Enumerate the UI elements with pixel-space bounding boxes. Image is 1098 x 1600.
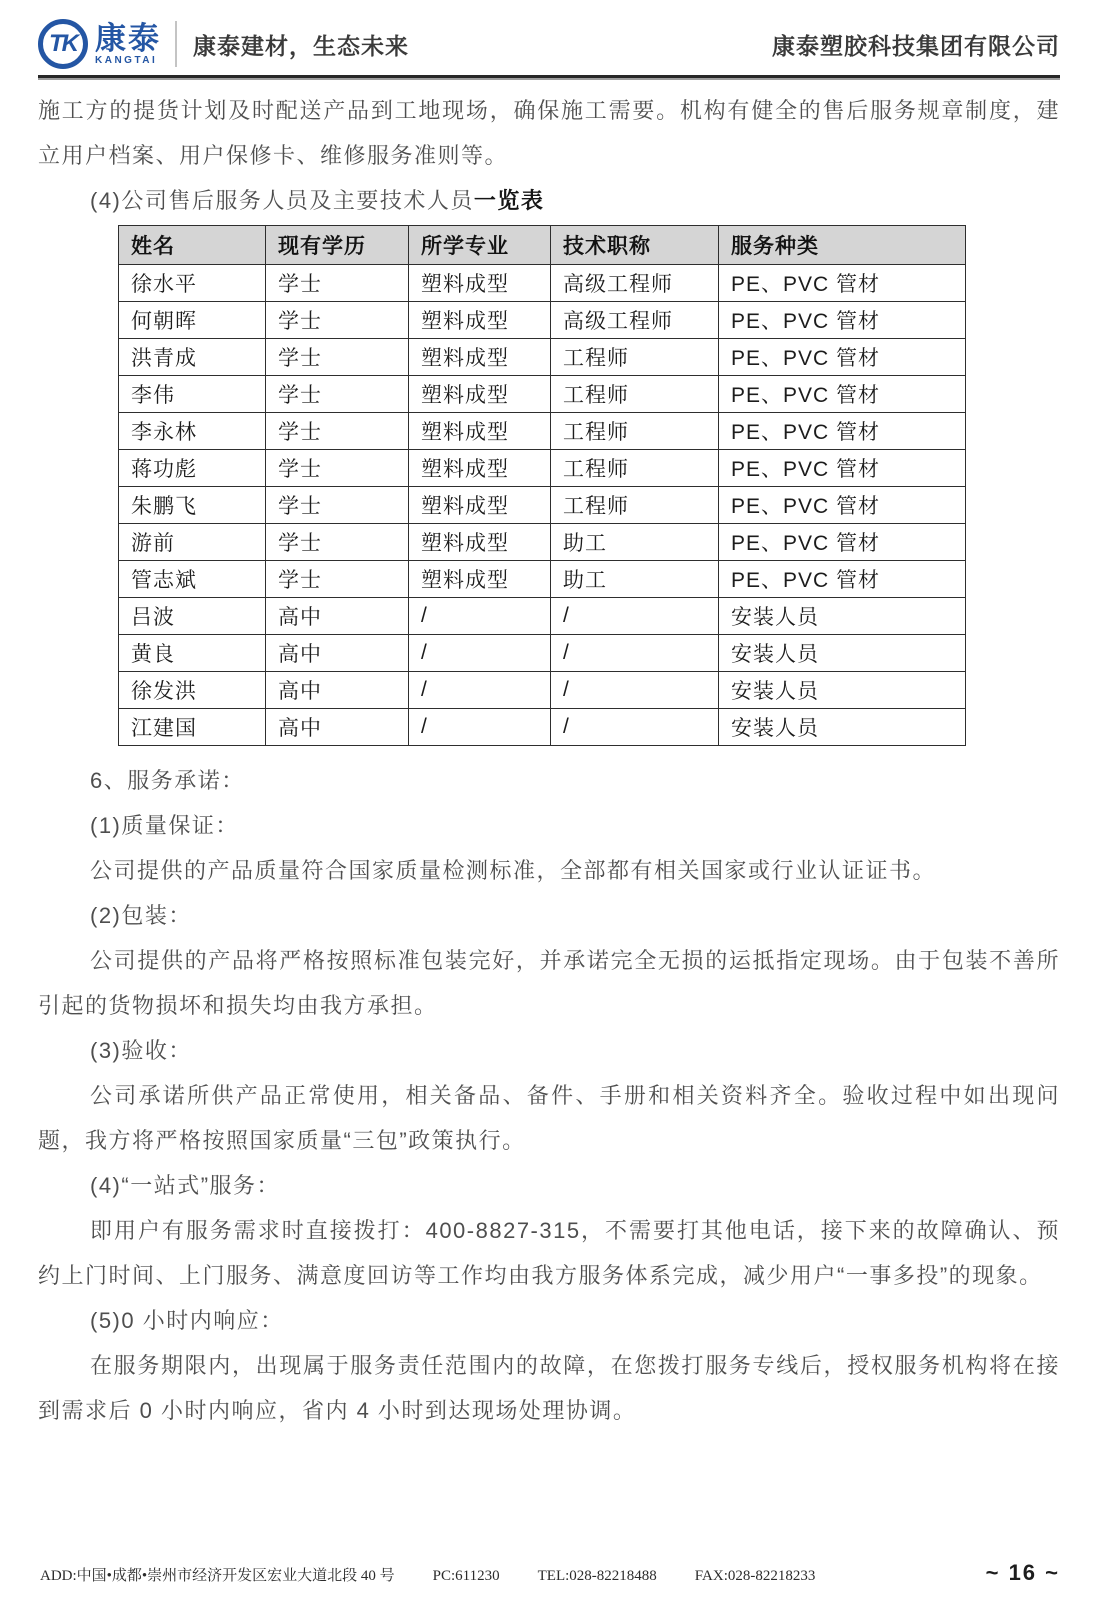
table-row (119, 265, 966, 302)
page-number: ~ 16 ~ (985, 1560, 1060, 1585)
table-cell: PE、PVC 管材 (719, 450, 966, 487)
table-cell: 助工 (551, 524, 719, 561)
table-cell: 塑料成型 (409, 339, 551, 376)
table-cell: 塑料成型 (409, 450, 551, 487)
table-cell: 游前 (119, 524, 266, 561)
table-cell: 高级工程师 (551, 265, 719, 302)
page-header (38, 14, 1060, 74)
table-header-cell: 服务种类 (719, 226, 966, 265)
personnel-table (118, 225, 966, 746)
table-cell: 学士 (266, 302, 409, 339)
table-row (119, 709, 966, 746)
paragraph: (4)“一站式”服务： (90, 1173, 281, 1198)
table-row (119, 413, 966, 450)
table-cell: PE、PVC 管材 (719, 524, 966, 561)
table-cell: 洪青成 (119, 339, 266, 376)
service-paragraphs (38, 758, 1060, 1433)
table-cell: 塑料成型 (409, 376, 551, 413)
company-tagline: 康泰建材，生态未来 (193, 32, 409, 59)
table-cell: 高中 (266, 672, 409, 709)
header-rule (38, 75, 1060, 78)
table-cell: 塑料成型 (409, 302, 551, 339)
table-row (119, 598, 966, 635)
paragraph: 公司承诺所供产品正常使用，相关备品、备件、手册和相关资料齐全。验收过程中如出现问题，我方将严格按照国家质量“三包”政策执行。 (38, 1083, 1060, 1153)
table-cell: PE、PVC 管材 (719, 265, 966, 302)
table-cell: 黄良 (119, 635, 266, 672)
table-header-cell: 所学专业 (409, 226, 551, 265)
header-divider (175, 21, 177, 67)
table-cell: 塑料成型 (409, 561, 551, 598)
logo-wordmark (95, 20, 161, 66)
table-cell: 塑料成型 (409, 413, 551, 450)
personnel-table-body (119, 265, 966, 746)
table-cell: 学士 (266, 376, 409, 413)
table-header-cell: 技术职称 (551, 226, 719, 265)
table-row (119, 524, 966, 561)
table-cell: 塑料成型 (409, 487, 551, 524)
paragraph: 公司提供的产品质量符合国家质量检测标准，全部都有相关国家或行业认证证书。 (90, 858, 937, 883)
table-cell: / (409, 598, 551, 635)
logo-en-text: KANGTAI (95, 54, 158, 66)
logo-cn-text: 康泰 (95, 20, 161, 56)
table-cell: 学士 (266, 450, 409, 487)
table-cell: PE、PVC 管材 (719, 413, 966, 450)
table-cell: 朱鹏飞 (119, 487, 266, 524)
table-row (119, 376, 966, 413)
table-cell: 工程师 (551, 376, 719, 413)
table-caption-prefix: (4)公司售后服务人员及主要技术人员 (90, 188, 474, 213)
footer-fax: FAX:028-82218233 (694, 1568, 816, 1584)
table-cell: 学士 (266, 561, 409, 598)
table-cell: 安装人员 (719, 672, 966, 709)
table-cell: 学士 (266, 265, 409, 302)
table-cell: PE、PVC 管材 (719, 339, 966, 376)
table-header-row (119, 226, 966, 265)
table-cell: 江建国 (119, 709, 266, 746)
table-cell: 安装人员 (719, 709, 966, 746)
table-cell: 徐水平 (119, 265, 266, 302)
table-cell: 高级工程师 (551, 302, 719, 339)
table-header-cell: 现有学历 (266, 226, 409, 265)
table-cell: 塑料成型 (409, 524, 551, 561)
table-cell: PE、PVC 管材 (719, 487, 966, 524)
table-cell: / (409, 709, 551, 746)
table-cell: 高中 (266, 709, 409, 746)
footer-postcode: PC:611230 (432, 1568, 500, 1584)
table-cell: / (551, 672, 719, 709)
table-cell: 安装人员 (719, 635, 966, 672)
table-cell: 高中 (266, 635, 409, 672)
table-cell: 徐发洪 (119, 672, 266, 709)
paragraph: 6、服务承诺： (90, 768, 245, 793)
table-cell: 工程师 (551, 450, 719, 487)
table-cell: 学士 (266, 524, 409, 561)
table-cell: 工程师 (551, 413, 719, 450)
table-row (119, 561, 966, 598)
paragraph: 在服务期限内，出现属于服务责任范围内的故障，在您拨打服务专线后，授权服务机构将在接到需求后 0 小时内响应，省内 4 小时到达现场处理协调。 (38, 1353, 1060, 1423)
table-row (119, 487, 966, 524)
document-body (38, 88, 1060, 1433)
company-name: 康泰塑胶科技集团有限公司 (772, 32, 1060, 59)
table-cell: 学士 (266, 339, 409, 376)
paragraph: (2)包装： (90, 903, 192, 928)
table-cell: / (409, 635, 551, 672)
table-cell: PE、PVC 管材 (719, 561, 966, 598)
table-caption-emphasis: 一览表 (473, 188, 545, 213)
table-cell: 学士 (266, 413, 409, 450)
table-header-cell: 姓名 (119, 226, 266, 265)
kangtai-logo-icon: TK (38, 19, 88, 69)
table-row (119, 339, 966, 376)
table-cell: 李永林 (119, 413, 266, 450)
table-cell: PE、PVC 管材 (719, 376, 966, 413)
footer-tel: TEL:028-82218488 (537, 1568, 657, 1584)
table-cell: 蒋功彪 (119, 450, 266, 487)
table-cell: / (551, 709, 719, 746)
table-row (119, 635, 966, 672)
table-cell: 助工 (551, 561, 719, 598)
opening-paragraph: 施工方的提货计划及时配送产品到工地现场，确保施工需要。机构有健全的售后服务规章制度，建立用户档案、用户保修卡、维修服务准则等。 (38, 98, 1060, 168)
paragraph: (3)验收： (90, 1038, 192, 1063)
table-cell: 工程师 (551, 487, 719, 524)
table-row (119, 450, 966, 487)
table-cell: 工程师 (551, 339, 719, 376)
table-cell: PE、PVC 管材 (719, 302, 966, 339)
paragraph: 即用户有服务需求时直接拨打：400-8827-315，不需要打其他电话，接下来的故障确认、预约上门时间、上门服务、满意度回访等工作均由我方服务体系完成，减少用户“一事多投”的现象。 (38, 1218, 1060, 1288)
table-cell: 学士 (266, 487, 409, 524)
table-row (119, 302, 966, 339)
table-cell: / (551, 635, 719, 672)
table-row (119, 672, 966, 709)
table-cell: 李伟 (119, 376, 266, 413)
paragraph: (1)质量保证： (90, 813, 239, 838)
paragraph: (5)0 小时内响应： (90, 1308, 284, 1333)
table-cell: 何朝晖 (119, 302, 266, 339)
footer-address: ADD:中国•成都•崇州市经济开发区宏业大道北段 40 号 (40, 1568, 395, 1584)
table-caption (38, 178, 1060, 223)
table-cell: 吕波 (119, 598, 266, 635)
table-cell: / (551, 598, 719, 635)
table-cell: 管志斌 (119, 561, 266, 598)
page-footer (40, 1560, 1060, 1586)
table-cell: 塑料成型 (409, 265, 551, 302)
table-cell: 安装人员 (719, 598, 966, 635)
table-cell: / (409, 672, 551, 709)
paragraph: 公司提供的产品将严格按照标准包装完好，并承诺完全无损的运抵指定现场。由于包装不善所引起的货物损坏和损失均由我方承担。 (38, 948, 1060, 1018)
table-cell: 高中 (266, 598, 409, 635)
